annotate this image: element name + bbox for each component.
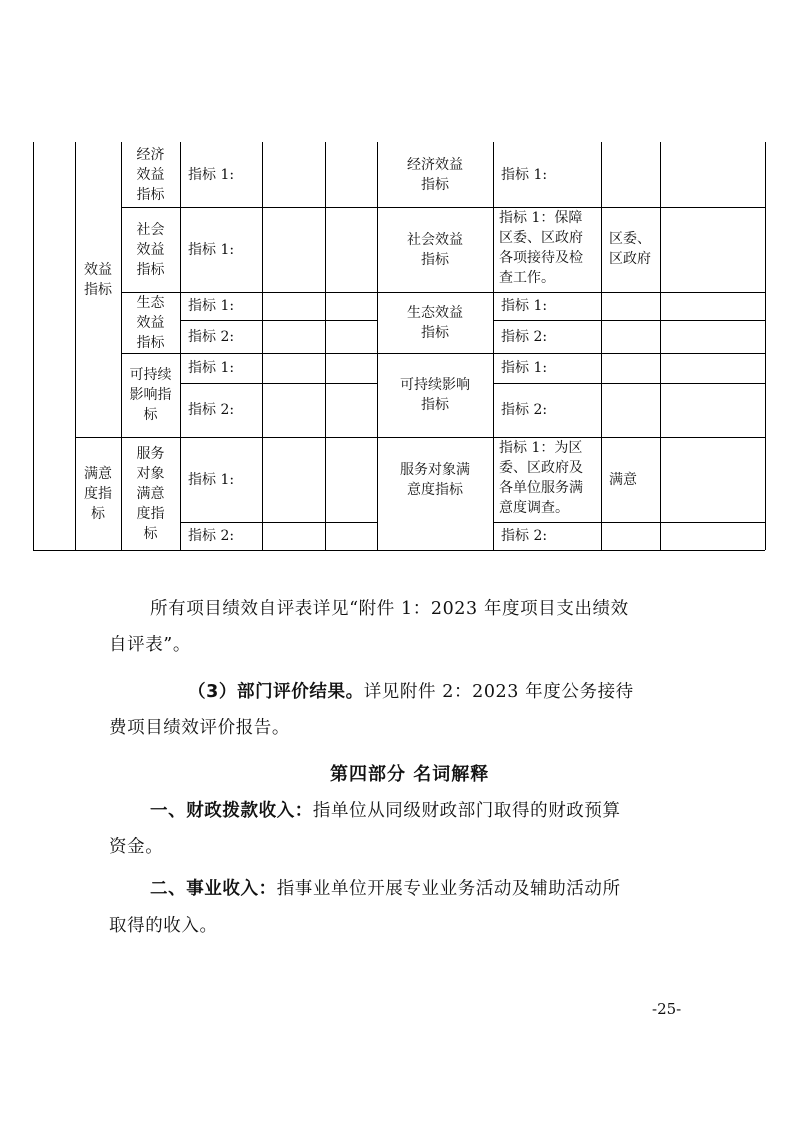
- definition-2-line-2: 取得的收入。: [109, 916, 218, 936]
- social-item-1: 指标 1:: [188, 241, 235, 258]
- service-satisfaction-indicator: 服务对象满意度指标: [136, 445, 165, 542]
- ecological-right-indicator: 生态效益指标: [406, 304, 463, 341]
- social-benefit-indicator: 社会效益指标: [136, 221, 165, 278]
- sustainable-right-indicator: 可持续影响指标: [400, 377, 470, 413]
- performance-table: [0, 0, 793, 560]
- economic-item-1: 指标 1:: [188, 166, 235, 183]
- ecological-right-item-2: 指标 2:: [501, 328, 548, 345]
- paragraph-department-evaluation-line-1: （3）部门评价结果。详见附件 2：2023 年度公务接待: [188, 682, 634, 702]
- definition-1-term: 一、财政拨款收入：: [150, 801, 313, 821]
- service-completion: 满意: [609, 471, 637, 488]
- benefit-indicator-group: 效益指标: [83, 262, 112, 298]
- paragraph-attachment-1-line-1: 所有项目绩效自评表详见“附件 1：2023 年度项目支出绩效: [150, 599, 629, 619]
- economic-benefit-indicator: 经济效益指标: [136, 146, 165, 203]
- paragraph-attachment-1-line-2: 自评表”。: [109, 635, 191, 655]
- ecological-item-2: 指标 2:: [188, 328, 235, 345]
- sustainable-right-item-1: 指标 1:: [501, 360, 548, 376]
- economic-right-indicator: 经济效益指标: [406, 156, 463, 193]
- definition-1-line-1: 一、财政拨款收入：指单位从同级财政部门取得的财政预算: [150, 801, 621, 821]
- ecological-benefit-indicator: 生态效益指标: [136, 294, 165, 351]
- social-completion: 区委、区政府: [609, 231, 651, 267]
- definition-1-line-2: 资金。: [109, 837, 164, 857]
- section-title: 第四部分 名词解释: [330, 764, 490, 785]
- sustainable-impact-indicator: 可持续影响指标: [129, 367, 172, 423]
- social-right-item-1: 指标 1：保障区委、区政府各项接待及检查工作。: [499, 210, 583, 286]
- page-number: -25-: [652, 1000, 682, 1018]
- definition-2-line-1: 二、事业收入：指事业单位开展专业业务活动及辅助活动所: [150, 879, 621, 899]
- sustainable-item-1: 指标 1:: [188, 360, 235, 376]
- satisfaction-indicator-group: 满意度指标: [83, 465, 112, 522]
- paragraph-department-evaluation-line-2: 费项目绩效评价报告。: [109, 718, 290, 738]
- sustainable-right-item-2: 指标 2:: [501, 402, 548, 418]
- definition-2-term: 二、事业收入：: [150, 879, 277, 899]
- sustainable-item-2: 指标 2:: [188, 402, 235, 418]
- economic-right-item-1: 指标 1:: [501, 166, 548, 183]
- social-right-indicator: 社会效益指标: [406, 231, 463, 268]
- service-item-1: 指标 1:: [188, 471, 235, 488]
- service-right-item-1: 指标 1：为区委、区政府及各单位服务满意度调查。: [499, 440, 583, 516]
- service-right-indicator: 服务对象满意度指标: [400, 461, 470, 498]
- ecological-item-1: 指标 1:: [188, 298, 235, 314]
- department-evaluation-heading: （3）部门评价结果。: [188, 682, 364, 702]
- ecological-right-item-1: 指标 1:: [501, 298, 548, 314]
- service-item-2: 指标 2:: [188, 528, 235, 544]
- service-right-item-2: 指标 2:: [501, 528, 548, 544]
